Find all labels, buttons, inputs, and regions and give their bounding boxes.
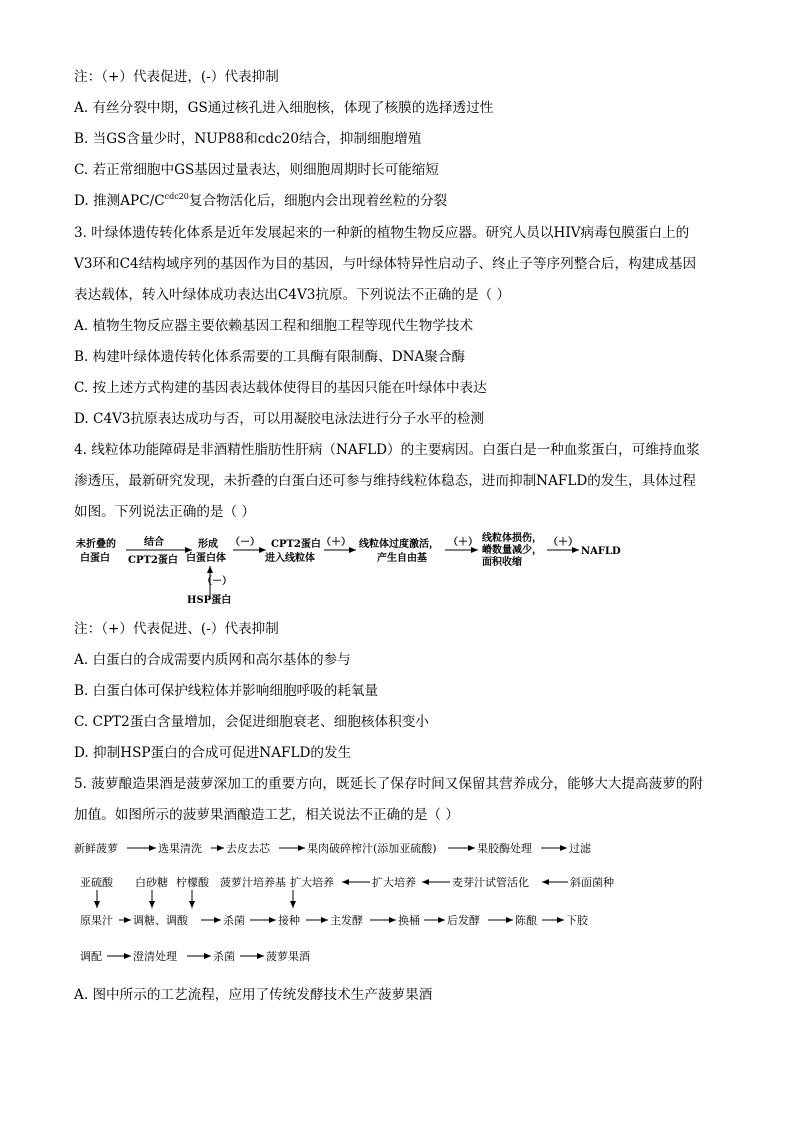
- flow-r3-1: 调糖、调酸: [133, 914, 188, 927]
- q3-stem-line3: 表达载体，转入叶绿体成功表达出C4V3抗原。下列说法不正确的是（ ）: [74, 287, 511, 303]
- flow-r4-2: 杀菌: [213, 950, 235, 963]
- flow-r3-5: 换桶: [398, 914, 420, 927]
- node-mito-damage-b: 嵴数量减少，: [482, 545, 542, 556]
- q4-option-d[interactable]: D. 抑制HSP蛋白的合成可促进NAFLD的发生: [74, 745, 352, 761]
- flow-r1-5: 过滤: [569, 842, 591, 855]
- flow-r1-3: 果肉破碎榨汁(添加亚硫酸): [307, 842, 437, 855]
- q5-stem-line1: 5. 菠萝酿造果酒是菠萝深加工的重要方向，既延长了保存时间又保留其营养成分，能够大大提高菠萝的附: [74, 776, 704, 792]
- node-unfolded-albumin-a: 未折叠的: [76, 539, 116, 550]
- q5-stem-line2: 加值。如图所示的菠萝果酒酿造工艺，相关说法不正确的是（ ）: [74, 807, 459, 823]
- edge5-top-label: （＋）: [548, 537, 578, 548]
- node-hsp-protein: HSP蛋白: [187, 595, 232, 606]
- flow-r4-1: 澄清处理: [133, 950, 177, 963]
- flow-r3-4: 主发酵: [330, 914, 363, 927]
- q4-stem-line3: 如图。下列说法正确的是（ ）: [74, 504, 256, 520]
- q5-option-a[interactable]: A. 图中所示的工艺流程，应用了传统发酵技术生产菠萝果酒: [74, 987, 433, 1003]
- flow-r1-2: 去皮去芯: [226, 842, 270, 855]
- q2-note: 注：（+）代表促进，(-）代表抑制: [74, 69, 279, 85]
- node-nafld: NAFLD: [581, 546, 621, 557]
- node-mito-damage-c: 面积收缩: [482, 557, 522, 568]
- flow-r1-1: 选果清洗: [158, 842, 202, 855]
- flow-add-0: 亚硫酸: [80, 876, 113, 889]
- flow-add-6: 麦芽汁试管活化: [452, 876, 529, 889]
- flow-r3-6: 后发酵: [447, 914, 480, 927]
- flow-r1-0: 新鲜菠萝: [74, 842, 118, 855]
- edge3-top-label: （＋）: [321, 537, 351, 548]
- node-mito-damage-a: 线粒体损伤，: [482, 533, 542, 544]
- flow-r3-8: 下胶: [566, 914, 588, 927]
- flow-r4-0: 调配: [80, 950, 102, 963]
- q3-stem-line1: 3. 叶绿体遗传转化体系是近年发展起来的一种新的植物生物反应器。研究人员以HIV病毒包膜蛋白上的: [74, 225, 690, 241]
- q2-option-d[interactable]: [74, 192, 447, 210]
- q2-option-d-pre: D. 推测APC/C: [74, 193, 165, 209]
- q4-stem-line1: 4. 线粒体功能障碍是非酒精性脂肪性肝病（NAFLD）的主要病因。白蛋白是一种血浆蛋白，可维持血浆: [74, 442, 700, 458]
- node-mito-overactivation-a: 线粒体过度激活，: [359, 539, 439, 550]
- flow-add-7: 斜面菌种: [570, 876, 614, 889]
- q4-stem-line2: 渗透压，最新研究发现，未折叠的白蛋白还可参与维持线粒体稳态，进而抑制NAFLD的发生，具体过程: [74, 473, 697, 489]
- flow-r1-4: 果胶酶处理: [477, 842, 532, 855]
- q5-process-flow: [70, 836, 670, 970]
- node-albumin-body-b: 白蛋白体: [186, 553, 226, 564]
- q3-option-d[interactable]: D. C4V3抗原表达成功与否，可以用凝胶电泳法进行分子水平的检测: [74, 411, 485, 427]
- q2-option-c[interactable]: C. 若正常细胞中GS基因过量表达，则细胞周期时长可能缩短: [74, 162, 439, 178]
- q2-option-b[interactable]: B. 当GS含量少时，NUP88和cdc20结合，抑制细胞增殖: [74, 131, 422, 147]
- node-cpt2-enter-a: CPT2蛋白: [271, 539, 321, 550]
- flow-add-2: 柠檬酸: [176, 876, 209, 889]
- node-albumin-body-a: 形成: [198, 539, 218, 550]
- node-unfolded-albumin-b: 白蛋白: [80, 553, 110, 564]
- flow-r3-2: 杀菌: [223, 914, 245, 927]
- flow-r3-3: 接种: [278, 914, 300, 927]
- edge4-top-label: （＋）: [448, 537, 478, 548]
- edge2-top-label: （－）: [230, 537, 260, 548]
- flow-r4-3: 菠萝果酒: [266, 950, 310, 963]
- q3-option-a[interactable]: A. 植物生物反应器主要依赖基因工程和细胞工程等现代生物学技术: [74, 318, 474, 334]
- q4-option-c[interactable]: C. CPT2蛋白含量增加，会促进细胞衰老、细胞核体积变小: [74, 714, 429, 730]
- q3-option-b[interactable]: B. 构建叶绿体遗传转化体系需要的工具酶有限制酶、DNA聚合酶: [74, 349, 466, 365]
- q4-option-b[interactable]: B. 白蛋白体可保护线粒体并影响细胞呼吸的耗氧量: [74, 683, 379, 699]
- flow-add-4: 扩大培养: [290, 876, 334, 889]
- flow-add-3: 菠萝汁培养基: [220, 876, 286, 889]
- q2-option-d-post: 复合物活化后，细胞内会出现着丝粒的分裂: [188, 193, 448, 209]
- edge1-top-label: 结合: [144, 537, 164, 548]
- node-cpt2-enter-b: 进入线粒体: [265, 553, 315, 564]
- node-mito-overactivation-b: 产生自由基: [377, 553, 427, 564]
- flow-add-1: 白砂糖: [135, 876, 168, 889]
- edge1-bottom-label: CPT2蛋白: [128, 555, 178, 566]
- q3-option-c[interactable]: C. 按上述方式构建的基因表达载体使得目的基因只能在叶绿体中表达: [74, 380, 487, 396]
- q3-stem-line2: V3环和C4结构域序列的基因作为目的基因，与叶绿体特异性启动子、终止子等序列整合后，构建成基因: [74, 256, 697, 272]
- flow-add-5: 扩大培养: [372, 876, 416, 889]
- flow-r3-7: 陈酿: [515, 914, 537, 927]
- q4-note: 注：（+）代表促进、(-）代表抑制: [74, 621, 279, 637]
- q2-option-d-sup: cdc20: [164, 192, 189, 201]
- vertical-label: （－）: [202, 576, 232, 587]
- q4-pathway-diagram: [70, 532, 630, 608]
- q4-option-a[interactable]: A. 白蛋白的合成需要内质网和高尔基体的参与: [74, 652, 351, 668]
- q2-option-a[interactable]: A. 有丝分裂中期，GS通过核孔进入细胞核，体现了核膜的选择透过性: [74, 100, 494, 116]
- flow-r3-0: 原果汁: [80, 914, 113, 927]
